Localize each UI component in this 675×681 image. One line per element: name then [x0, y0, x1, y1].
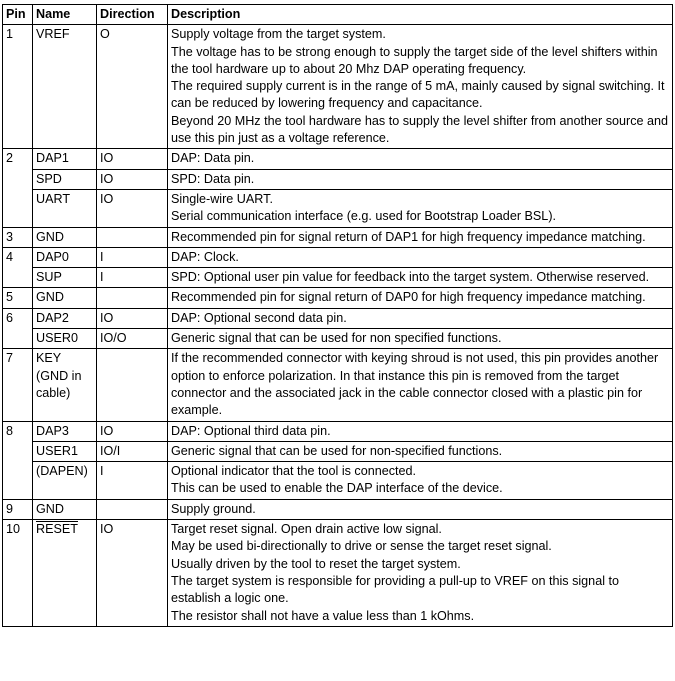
direction-cell — [97, 227, 168, 247]
pin-cell — [3, 169, 33, 189]
name-cell — [33, 441, 97, 461]
name-cell — [33, 268, 97, 288]
description-line: May be used bi-directionally to drive or sense the target reset signal. — [171, 539, 552, 554]
signal-name: GND — [36, 229, 64, 244]
pin-cell: 2 — [3, 149, 33, 169]
signal-name: DAP0 — [36, 249, 69, 264]
direction-cell: IO — [97, 421, 168, 441]
description-line: Supply voltage from the target system. — [171, 27, 386, 42]
table-row — [3, 329, 673, 349]
name-cell — [33, 308, 97, 328]
header-pin: Pin — [3, 5, 33, 25]
direction-cell: IO — [97, 149, 168, 169]
signal-name: KEY (GND in cable) — [36, 351, 82, 400]
pin-cell: 6 — [3, 308, 33, 328]
direction-cell — [97, 288, 168, 308]
description-cell — [168, 421, 673, 441]
description-line: Serial communication interface (e.g. used for Bootstrap Loader BSL). — [171, 209, 557, 224]
signal-name: SPD — [36, 171, 62, 186]
table-header-row — [3, 5, 673, 25]
description-line: Usually driven by the tool to reset the target system. — [171, 556, 461, 571]
description-line: Single-wire UART. — [171, 191, 273, 206]
pin-cell: 7 — [3, 349, 33, 421]
direction-cell: IO — [97, 169, 168, 189]
description-cell — [168, 169, 673, 189]
description-line: Recommended pin for signal return of DAP1 for high frequency impedance matching. — [171, 229, 646, 244]
signal-name: DAP3 — [36, 423, 69, 438]
description-cell — [168, 308, 673, 328]
pin-cell — [3, 462, 33, 500]
direction-cell: I — [97, 462, 168, 500]
pin-cell: 9 — [3, 499, 33, 519]
description-cell — [168, 349, 673, 421]
name-cell — [33, 227, 97, 247]
description-line: SPD: Data pin. — [171, 171, 255, 186]
pin-cell — [3, 268, 33, 288]
description-cell — [168, 288, 673, 308]
signal-name: USER1 — [36, 443, 78, 458]
description-line: Recommended pin for signal return of DAP0 for high frequency impedance matching. — [171, 290, 646, 305]
description-cell — [168, 268, 673, 288]
direction-cell: IO/I — [97, 441, 168, 461]
description-line: DAP: Clock. — [171, 249, 239, 264]
name-cell — [33, 149, 97, 169]
pin-cell: 10 — [3, 520, 33, 627]
signal-name: GND — [36, 290, 64, 305]
description-cell — [168, 247, 673, 267]
header-name: Name — [33, 5, 97, 25]
description-line: Optional indicator that the tool is connected. — [171, 464, 417, 479]
table-row — [3, 247, 673, 267]
description-cell — [168, 189, 673, 227]
table-row — [3, 25, 673, 149]
pin-cell: 1 — [3, 25, 33, 149]
description-cell — [168, 441, 673, 461]
signal-name: USER0 — [36, 331, 78, 346]
header-description: Description — [168, 5, 673, 25]
signal-name: VREF — [36, 27, 70, 42]
description-cell — [168, 25, 673, 149]
table-row — [3, 227, 673, 247]
table-row — [3, 499, 673, 519]
name-cell — [33, 520, 97, 627]
table-row — [3, 268, 673, 288]
direction-cell: I — [97, 247, 168, 267]
signal-name: DAP1 — [36, 151, 69, 166]
direction-cell: IO/O — [97, 329, 168, 349]
table-row — [3, 462, 673, 500]
name-cell — [33, 189, 97, 227]
table-row — [3, 149, 673, 169]
description-line: This can be used to enable the DAP interface of the device. — [171, 481, 503, 496]
description-line: Generic signal that can be used for non-specified functions. — [171, 443, 503, 458]
description-cell — [168, 149, 673, 169]
direction-cell: IO — [97, 189, 168, 227]
signal-name: GND — [36, 501, 64, 516]
description-cell — [168, 329, 673, 349]
description-line: Supply ground. — [171, 501, 256, 516]
pin-cell — [3, 189, 33, 227]
description-line: DAP: Data pin. — [171, 151, 255, 166]
table-row — [3, 421, 673, 441]
direction-cell: O — [97, 25, 168, 149]
name-cell — [33, 288, 97, 308]
description-line: DAP: Optional second data pin. — [171, 310, 347, 325]
direction-cell: IO — [97, 308, 168, 328]
signal-name: RESET — [36, 522, 78, 537]
description-line: Target reset signal. Open drain active low signal. — [171, 522, 442, 537]
table-row — [3, 308, 673, 328]
table-row — [3, 520, 673, 627]
direction-cell: I — [97, 268, 168, 288]
description-line: SPD: Optional user pin value for feedback into the target system. Otherwise reserved. — [171, 270, 650, 285]
pin-cell: 8 — [3, 421, 33, 441]
description-line: Beyond 20 MHz the tool hardware has to supply the level shifter from another source and use this pin just as a voltage reference. — [171, 113, 669, 146]
pin-cell: 4 — [3, 247, 33, 267]
name-cell — [33, 421, 97, 441]
signal-name: DAP2 — [36, 310, 69, 325]
description-cell — [168, 462, 673, 500]
signal-name: (DAPEN) — [36, 464, 88, 479]
table-row — [3, 441, 673, 461]
pin-cell — [3, 329, 33, 349]
name-cell — [33, 499, 97, 519]
pin-cell: 5 — [3, 288, 33, 308]
description-line: DAP: Optional third data pin. — [171, 423, 331, 438]
pin-cell — [3, 441, 33, 461]
name-cell — [33, 462, 97, 500]
description-line: The target system is responsible for providing a pull-up to VREF on this signal to establish a logic one. — [171, 573, 619, 606]
description-cell — [168, 227, 673, 247]
direction-cell — [97, 499, 168, 519]
name-cell — [33, 349, 97, 421]
direction-cell: IO — [97, 520, 168, 627]
name-cell — [33, 329, 97, 349]
table-row — [3, 288, 673, 308]
description-cell — [168, 520, 673, 627]
description-line: Generic signal that can be used for non specified functions. — [171, 331, 502, 346]
pin-description-table — [2, 4, 673, 627]
name-cell — [33, 169, 97, 189]
name-cell — [33, 247, 97, 267]
signal-name: UART — [36, 191, 71, 206]
table-body — [3, 25, 673, 627]
table-row — [3, 169, 673, 189]
table-row — [3, 189, 673, 227]
direction-cell — [97, 349, 168, 421]
name-cell — [33, 25, 97, 149]
header-direction: Direction — [97, 5, 168, 25]
signal-name: SUP — [36, 270, 62, 285]
description-cell — [168, 499, 673, 519]
description-line: The required supply current is in the range of 5 mA, mainly caused by signal switching. It can be reduced by lowering frequency and capacitance. — [171, 79, 665, 111]
description-line: The resistor shall not have a value less than 1 kOhms. — [171, 608, 475, 623]
description-line: The voltage has to be strong enough to supply the target side of the level shifters within the tool hardware up to about 20 Mhz DAP operating frequency. — [171, 44, 658, 76]
pin-cell: 3 — [3, 227, 33, 247]
table-row — [3, 349, 673, 421]
description-line: If the recommended connector with keying shroud is not used, this pin provides another option to enforce polarization. In that instance this pin is removed from the target connector and the associated jack in the cable connector closed with a plastic pin for example. — [171, 351, 659, 418]
